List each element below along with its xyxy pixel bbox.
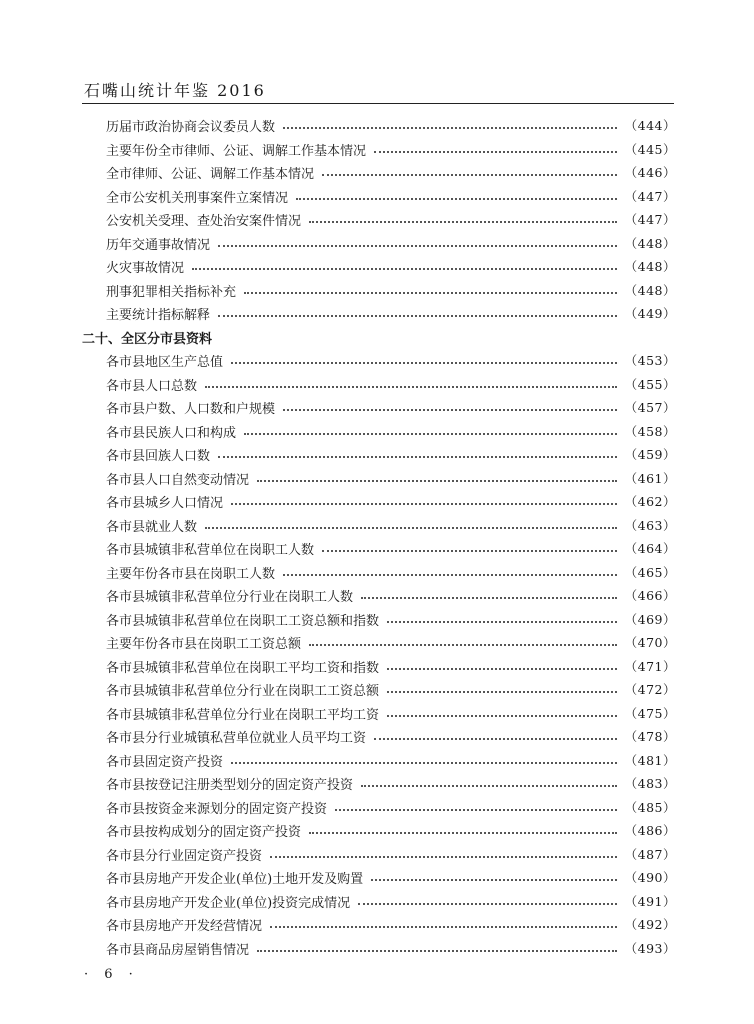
dot-leader	[361, 597, 617, 599]
dot-leader	[283, 409, 617, 411]
toc-entry-page: （448）	[624, 283, 676, 298]
page-number: · 6 ·	[84, 967, 139, 982]
toc-entry	[106, 608, 676, 630]
toc-entry	[106, 185, 676, 207]
toc-entry-page: （486）	[624, 823, 676, 838]
toc-entry	[106, 655, 676, 677]
dot-leader	[283, 127, 617, 129]
toc-entry-page: （464）	[624, 541, 676, 556]
toc-entry-page: （475）	[624, 706, 676, 721]
dot-leader	[309, 644, 617, 646]
toc-entry-title: 历届市政治协商会议委员人数	[106, 119, 276, 135]
dot-leader	[335, 809, 617, 811]
toc-entry-page: （447）	[624, 189, 676, 204]
toc-entry-title: 各市县城乡人口情况	[106, 495, 224, 511]
toc-entry-page: （490）	[624, 870, 676, 885]
toc-entry	[106, 349, 676, 371]
dot-leader	[371, 879, 616, 881]
toc-entry	[106, 631, 676, 653]
toc-entry-title: 各市县房地产开发企业(单位)投资完成情况	[106, 895, 351, 911]
header-rule	[82, 103, 674, 104]
toc-entry	[106, 232, 676, 254]
toc-entry-title: 主要年份各市县在岗职工人数	[106, 566, 276, 582]
toc-entry-title: 各市县城镇非私营单位在岗职工平均工资和指数	[106, 660, 380, 676]
toc-entry-page: （462）	[624, 494, 676, 509]
toc-entry-title: 公安机关受理、查处治安案件情况	[106, 213, 302, 229]
dot-leader	[361, 785, 617, 787]
dot-leader	[205, 527, 617, 529]
toc-entry-title: 各市县城镇非私营单位在岗职工工资总额和指数	[106, 613, 380, 629]
toc-entry-title: 各市县户数、人口数和户规模	[106, 401, 276, 417]
toc-entry	[106, 514, 676, 536]
toc-entry-page: （470）	[624, 635, 676, 650]
dot-leader	[218, 245, 617, 247]
toc-entry-title: 各市县按构成划分的固定资产投资	[106, 824, 302, 840]
toc-entry-title: 主要年份全市律师、公证、调解工作基本情况	[106, 143, 367, 159]
toc-entry-title: 各市县按登记注册类型划分的固定资产投资	[106, 777, 354, 793]
toc-entry-page: （458）	[624, 424, 676, 439]
toc-entry-page: （483）	[624, 776, 676, 791]
toc-entry-title: 各市县城镇非私营单位分行业在岗职工平均工资	[106, 707, 380, 723]
toc-section-heading: 二十、全区分市县资料	[82, 331, 213, 347]
toc-entry-page: （472）	[624, 682, 676, 697]
toc-entry-title: 全市公安机关刑事案件立案情况	[106, 190, 289, 206]
dot-leader	[244, 433, 617, 435]
dot-leader	[270, 926, 617, 928]
toc-entry	[106, 255, 676, 277]
dot-leader	[322, 174, 617, 176]
toc-entry-title: 主要年份各市县在岗职工工资总额	[106, 636, 302, 652]
dot-leader	[322, 550, 617, 552]
toc-entry-page: （469）	[624, 612, 676, 627]
dot-leader	[296, 198, 617, 200]
toc-entry-title: 各市县人口自然变动情况	[106, 472, 250, 488]
toc-entry-title: 各市县民族人口和构成	[106, 425, 237, 441]
toc-entry-page: （481）	[624, 753, 676, 768]
toc-entry	[106, 561, 676, 583]
toc-entry	[106, 890, 676, 912]
toc-entry-title: 主要统计指标解释	[106, 307, 211, 323]
toc-entry-page: （453）	[624, 353, 676, 368]
toc-entry	[106, 161, 676, 183]
dot-leader	[257, 950, 617, 952]
toc-entry-title: 各市县固定资产投资	[106, 754, 224, 770]
dot-leader	[270, 856, 617, 858]
toc-entry	[106, 796, 676, 818]
dot-leader	[192, 268, 617, 270]
toc-entry	[106, 490, 676, 512]
toc-entry	[106, 866, 676, 888]
dot-leader	[374, 738, 617, 740]
toc-entry-title: 各市县回族人口数	[106, 448, 211, 464]
toc-entry-title: 历年交通事故情况	[106, 237, 211, 253]
dot-leader	[257, 480, 617, 482]
toc-entry	[106, 843, 676, 865]
toc-entry-title: 全市律师、公证、调解工作基本情况	[106, 166, 315, 182]
toc-entry-page: （487）	[624, 847, 676, 862]
toc-entry	[106, 584, 676, 606]
dot-leader	[387, 715, 617, 717]
toc-entry-title: 各市县商品房屋销售情况	[106, 942, 250, 958]
toc-entry-title: 各市县城镇非私营单位分行业在岗职工人数	[106, 589, 354, 605]
dot-leader	[387, 668, 617, 670]
dot-leader	[231, 362, 617, 364]
toc-entry	[106, 420, 676, 442]
toc-entry-page: （445）	[624, 142, 676, 157]
toc-entry-title: 各市县房地产开发经营情况	[106, 918, 263, 934]
toc-entry	[106, 396, 676, 418]
toc-entry	[106, 279, 676, 301]
toc-entry-page: （466）	[624, 588, 676, 603]
toc-entry-page: （485）	[624, 800, 676, 815]
toc-entry	[106, 678, 676, 700]
toc-entry-page: （478）	[624, 729, 676, 744]
toc-entry	[106, 725, 676, 747]
toc-entry	[106, 138, 676, 160]
dot-leader	[218, 456, 617, 458]
toc-entry-page: （447）	[624, 212, 676, 227]
toc-entry-title: 各市县人口总数	[106, 378, 198, 394]
toc-entry-page: （471）	[624, 659, 676, 674]
dot-leader	[374, 151, 617, 153]
dot-leader	[358, 903, 616, 905]
toc-entry-page: （449）	[624, 306, 676, 321]
toc-entry-page: （455）	[624, 377, 676, 392]
toc-entry	[106, 302, 676, 324]
toc-entry-title: 各市县按资金来源划分的固定资产投资	[106, 801, 328, 817]
toc-entry-page: （465）	[624, 565, 676, 580]
toc-entry-page: （446）	[624, 165, 676, 180]
toc-entry-title: 各市县分行业固定资产投资	[106, 848, 263, 864]
toc-entry-title: 各市县地区生产总值	[106, 354, 224, 370]
dot-leader	[244, 292, 617, 294]
toc-entry-title: 各市县就业人数	[106, 519, 198, 535]
toc-entry	[106, 749, 676, 771]
toc-entry	[106, 208, 676, 230]
toc-entry	[106, 913, 676, 935]
toc-entry-page: （459）	[624, 447, 676, 462]
toc-entry	[106, 937, 676, 959]
toc-entry-page: （461）	[624, 471, 676, 486]
toc-entry-page: （444）	[624, 118, 676, 133]
toc-entry	[106, 467, 676, 489]
toc-entry-title: 各市县分行业城镇私营单位就业人员平均工资	[106, 730, 367, 746]
toc-entry-page: （448）	[624, 259, 676, 274]
dot-leader	[309, 832, 617, 834]
toc-entry-page: （448）	[624, 236, 676, 251]
toc-entry-page: （491）	[624, 894, 676, 909]
toc-entry	[106, 443, 676, 465]
toc-entry-title: 各市县城镇非私营单位在岗职工人数	[106, 542, 315, 558]
toc-entry	[106, 373, 676, 395]
dot-leader	[387, 691, 617, 693]
toc-entry	[106, 537, 676, 559]
toc-entry-page: （493）	[624, 941, 676, 956]
toc-entry-title: 各市县房地产开发企业(单位)土地开发及购置	[106, 871, 364, 887]
dot-leader	[218, 315, 617, 317]
running-header: 石嘴山统计年鉴 2016	[84, 81, 266, 100]
toc-entry	[106, 772, 676, 794]
toc-entry-page: （463）	[624, 518, 676, 533]
toc-entry-title: 各市县城镇非私营单位分行业在岗职工工资总额	[106, 683, 380, 699]
dot-leader	[283, 574, 617, 576]
toc-entry	[106, 114, 676, 136]
dot-leader	[231, 762, 617, 764]
toc-entry	[106, 819, 676, 841]
toc-entry-page: （492）	[624, 917, 676, 932]
toc-entry	[106, 702, 676, 724]
dot-leader	[205, 386, 617, 388]
toc-entry-title: 刑事犯罪相关指标补充	[106, 284, 237, 300]
toc-entry-page: （457）	[624, 400, 676, 415]
dot-leader	[387, 621, 617, 623]
toc-entry-title: 火灾事故情况	[106, 260, 185, 276]
dot-leader	[309, 221, 617, 223]
dot-leader	[231, 503, 617, 505]
